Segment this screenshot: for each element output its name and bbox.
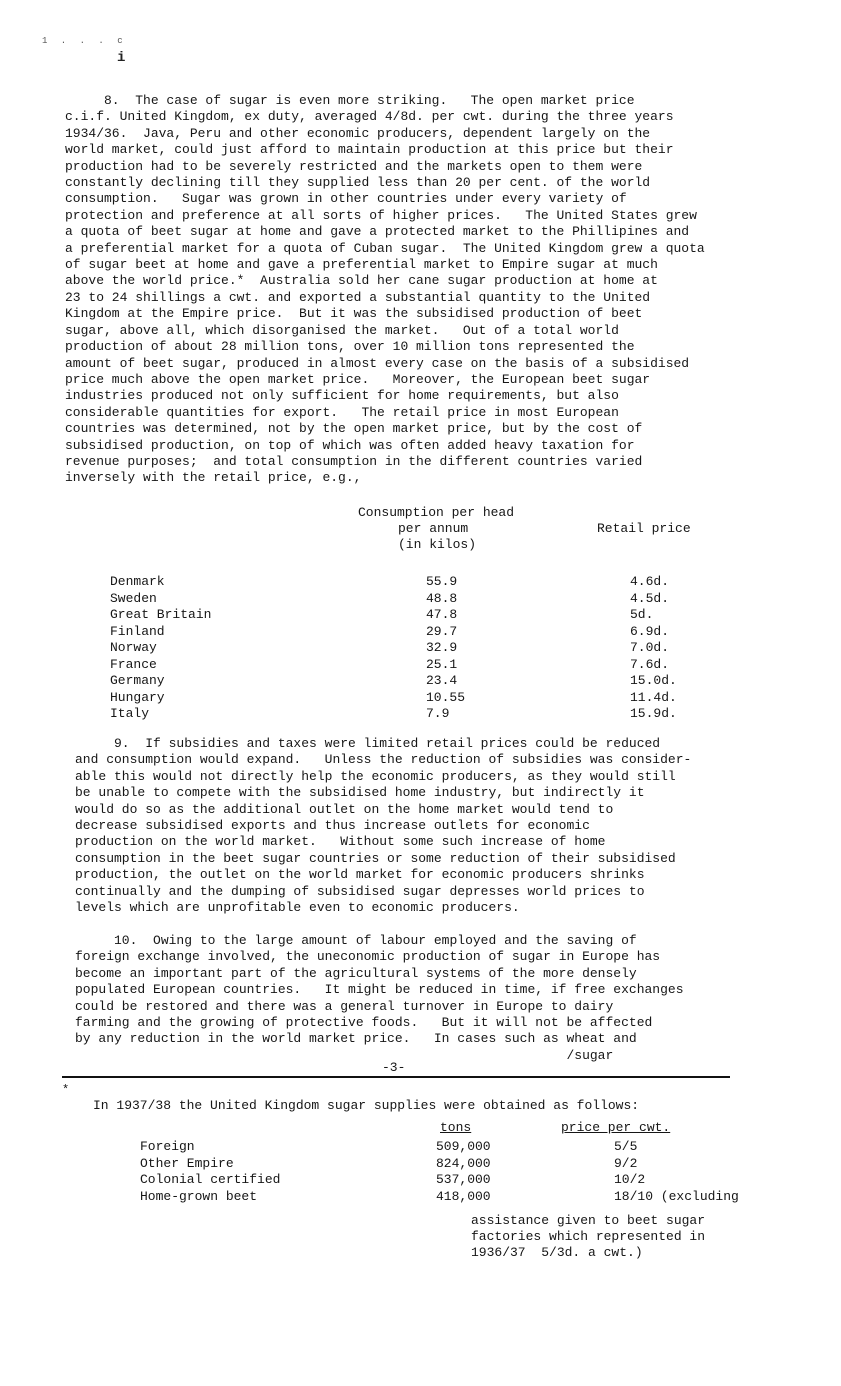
country-name: Norway	[110, 640, 157, 655]
country-name: Finland	[110, 623, 165, 639]
supply-tons: 509,000	[436, 1139, 491, 1154]
supply-price: 18/10 (excluding	[614, 1188, 739, 1204]
footnote-row	[140, 1156, 740, 1173]
paragraph-line: and consumption would expand. Unless the reduction of subsidies was consider-	[75, 752, 692, 768]
consumption-value: 7.9	[426, 706, 450, 721]
price-value: 11.4d.	[630, 689, 677, 705]
paragraph-line: decrease subsidised exports and thus increase outlets for economic	[75, 818, 590, 834]
paragraph-line: levels which are unprofitable even to economic producers.	[75, 900, 520, 916]
paragraph-line: above the world price.* Australia sold her cane sugar production at home at	[65, 273, 658, 289]
price-value: 7.0d.	[630, 640, 670, 655]
paragraph-10	[75, 933, 775, 1064]
paragraph-line: by any reduction in the world market price. In cases such as wheat and	[75, 1031, 637, 1047]
paragraph-line: protection and preference at all sorts of higher prices. The United States grew	[65, 207, 697, 223]
paragraph-line: consumption in the beet sugar countries or some reduction of their subsidised	[75, 850, 676, 866]
supply-tons: 418,000	[436, 1188, 491, 1204]
table-row	[110, 574, 690, 590]
table-row	[110, 690, 690, 706]
table-row	[110, 624, 690, 640]
table-row	[110, 706, 690, 722]
paragraph-9	[75, 736, 775, 916]
paragraph-line: 23 to 24 shillings a cwt. and exported a substantial quantity to the United	[65, 289, 651, 305]
paragraph-line: sugar, above all, which disorganised the market. Out of a total world	[65, 322, 619, 338]
footnote-row	[140, 1139, 740, 1156]
price-value: 15.0d.	[630, 673, 677, 688]
paragraph-line: production, the outlet on the world market for economic producers shrinks	[75, 867, 645, 883]
paragraph-line: of sugar beet at home and gave a preferential market to Empire sugar at much	[65, 257, 658, 273]
consumption-value: 55.9	[426, 574, 458, 589]
price-value: 4.6d.	[630, 574, 670, 589]
header-line: Consumption per head	[358, 505, 515, 520]
price-value: 6.9d.	[630, 623, 670, 639]
page-number: -3-	[382, 1060, 406, 1075]
table-row	[110, 657, 690, 673]
table-row	[110, 607, 690, 623]
supply-source: Foreign	[140, 1139, 195, 1154]
supply-source: Colonial certified	[140, 1172, 281, 1187]
paragraph-line: considerable quantities for export. The retail price in most European	[65, 404, 619, 420]
paragraph-line: a quota of beet sugar at home and gave a protected market to the Phillipines and	[65, 224, 690, 240]
supply-tons: 824,000	[436, 1155, 491, 1171]
consumption-value: 29.7	[426, 623, 458, 639]
table-row	[110, 591, 690, 607]
note-line: assistance given to beet sugar	[471, 1213, 706, 1228]
paragraph-line: able this would not directly help the economic producers, as they would still	[75, 768, 676, 784]
supply-source: Other Empire	[140, 1155, 234, 1171]
paragraph-line: a preferential market for a quota of Cuban sugar. The United Kingdom grew a quota	[65, 240, 705, 256]
footnote-intro: In 1937/38 the United Kingdom sugar supplies were obtained as follows:	[93, 1098, 640, 1113]
country-name: Denmark	[110, 574, 165, 589]
paragraph-line: populated European countries. It might be reduced in time, if free exchanges	[75, 982, 684, 998]
consumption-header	[358, 505, 514, 553]
country-name: France	[110, 656, 157, 672]
footnote-mark: *	[62, 1083, 70, 1097]
paragraph-line: countries was determined, not by the open market price, but by the cost of	[65, 421, 643, 437]
supply-price: 5/5	[614, 1139, 638, 1154]
note-line: 1936/37 5/3d. a cwt.)	[471, 1245, 643, 1261]
paragraph-line: would do so as the additional outlet on the home market would tend to	[75, 801, 614, 817]
paragraph-line: production of about 28 million tons, over 10 million tons represented the	[65, 339, 635, 355]
paragraph-line: foreign exchange involved, the uneconomic production of sugar in Europe has	[75, 949, 661, 965]
header-line: (in kilos)	[398, 537, 477, 552]
header-line: per annum	[398, 521, 469, 536]
footnote-price-header: price per cwt.	[561, 1120, 671, 1135]
country-name: Hungary	[110, 689, 165, 705]
country-name: Great Britain	[110, 607, 212, 622]
paragraph-line: world market, could just afford to maintain production at this price but their	[65, 142, 674, 158]
consumption-value: 23.4	[426, 673, 458, 688]
paragraph-line: 10. Owing to the large amount of labour employed and the saving of	[75, 933, 637, 948]
paragraph-line: could be restored and there was a general turnover in Europe to dairy	[75, 998, 614, 1014]
consumption-value: 25.1	[426, 656, 458, 672]
table-row	[110, 640, 690, 656]
paragraph-line: production on the world market. Without some such increase of home	[75, 834, 606, 850]
supply-price: 10/2	[614, 1172, 646, 1187]
note-line: factories which represented in	[471, 1229, 706, 1245]
paragraph-line: constantly declining till they supplied less than 20 per cent. of the world	[65, 175, 651, 191]
paragraph-line: consumption. Sugar was grown in other countries under every variety of	[65, 191, 627, 207]
paragraph-line: revenue purposes; and total consumption in the different countries varied	[65, 453, 643, 469]
paragraph-line: c.i.f. United Kingdom, ex duty, averaged 4/8d. per cwt. during the three years	[65, 109, 674, 125]
supply-source: Home-grown beet	[140, 1188, 258, 1204]
retail-price-header: Retail price	[597, 521, 691, 536]
paragraph-line: Kingdom at the Empire price. But it was the subsidised production of beet	[65, 306, 643, 322]
paragraph-line: production had to be severely restricted and the markets open to them were	[65, 158, 643, 174]
footnote-divider	[62, 1076, 730, 1078]
paragraph-line: continually and the dumping of subsidised sugar depresses world prices to	[75, 883, 645, 899]
price-value: 5d.	[630, 607, 654, 622]
footnote-tons-header: tons	[440, 1120, 472, 1135]
country-name: Sweden	[110, 590, 157, 606]
supply-tons: 537,000	[436, 1172, 491, 1187]
supply-price: 9/2	[614, 1155, 638, 1171]
footnote-row	[140, 1172, 740, 1189]
paragraph-line: industries produced not only sufficient for home requirements, but also	[65, 388, 619, 404]
paragraph-line: farming and the growing of protective foods. But it will not be affected	[75, 1015, 653, 1031]
paragraph-line: 1934/36. Java, Peru and other economic producers, dependent largely on the	[65, 125, 651, 141]
price-value: 7.6d.	[630, 656, 670, 672]
consumption-value: 48.8	[426, 590, 458, 606]
price-value: 15.9d.	[630, 706, 677, 721]
table-row	[110, 673, 690, 689]
paragraph-line: become an important part of the agricultural systems of the more densely	[75, 965, 637, 981]
footnote-row	[140, 1189, 740, 1206]
paragraph-line: amount of beet sugar, produced in almost every case on the basis of a subsidised	[65, 355, 690, 371]
paragraph-8	[65, 93, 765, 487]
country-name: Germany	[110, 673, 165, 688]
consumption-value: 47.8	[426, 607, 458, 622]
country-name: Italy	[110, 706, 150, 721]
paragraph-line: 9. If subsidies and taxes were limited retail prices could be reduced	[75, 736, 661, 751]
paragraph-line: subsidised production, on top of which was often added heavy taxation for	[65, 437, 635, 453]
paragraph-line: price much above the open market price. Moreover, the European beet sugar	[65, 371, 651, 387]
consumption-value: 32.9	[426, 640, 458, 655]
price-value: 4.5d.	[630, 590, 670, 606]
header-marks: 1 . . . c	[42, 36, 127, 46]
paragraph-line: inversely with the retail price, e.g.,	[65, 470, 362, 486]
paragraph-line: /sugar	[75, 1047, 614, 1063]
header-dot: i	[117, 50, 126, 66]
footnote-note	[471, 1213, 705, 1262]
consumption-value: 10.55	[426, 689, 466, 705]
paragraph-line: 8. The case of sugar is even more striking. The open market price	[65, 93, 635, 108]
paragraph-line: be unable to compete with the subsidised home industry, but indirectly it	[75, 785, 645, 801]
